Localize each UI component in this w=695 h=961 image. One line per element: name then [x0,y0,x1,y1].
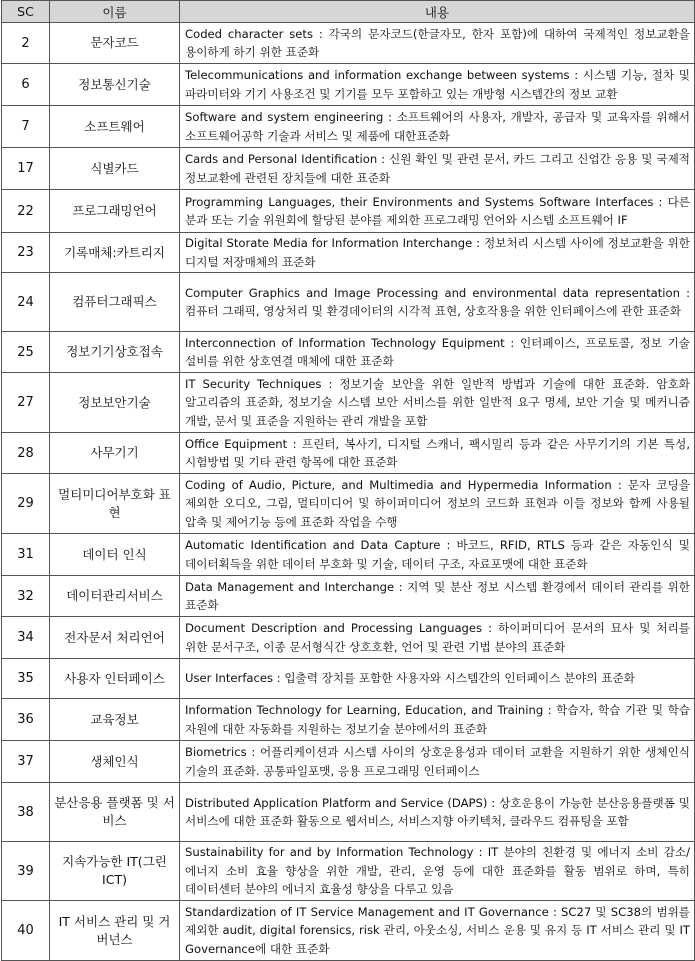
sc-name: 멀티미디어부호화 표현 [50,474,180,534]
sc-name: 생체인식 [50,741,180,783]
sc-description: Automatic Identification and Data Capture : 바코드, RFID, RTLS 등과 같은 자동인식 및 데이터획득을 위한 데이터 부호화 및 기술, 데이터 구조, 자료포맷에 대한 표준화 [180,534,695,576]
sc-name: 사용자 인터페이스 [50,659,180,699]
sc-description: Digital Storate Media for Information Interchange : 정보처리 시스템 사이에 정보교환을 위한 디지털 저장매체의 표준화 [180,233,695,273]
table-row [2,699,695,741]
table-row [2,23,695,64]
sc-table [1,0,695,961]
table-row [2,617,695,659]
sc-name: 컴퓨터그래픽스 [50,273,180,332]
sc-name: 정보기기상호접속 [50,332,180,373]
sc-description: Cards and Personal Identification : 신원 확인 및 관련 문서, 카드 그리고 신업간 응용 및 국제적 정보교환에 관련된 장치들에 대한 표준화 [180,148,695,190]
table-header-row [2,1,695,23]
sc-number: 38 [2,783,50,842]
sc-number: 2 [2,23,50,64]
sc-number: 32 [2,576,50,617]
sc-name: 분산응용 플랫폼 및 서비스 [50,783,180,842]
header-name: 이름 [50,1,180,23]
table-row [2,474,695,534]
sc-number: 31 [2,534,50,576]
sc-number: 35 [2,659,50,699]
sc-description: Office Equipment : 프린터, 복사기, 디지털 스캐너, 팩시밀리 등과 같은 사무기기의 기본 특성, 시험방법 및 기타 관련 항목에 대한 표준화 [180,433,695,474]
sc-description: Standardization of IT Service Management and IT Governance : SC27 및 SC38의 범위를 제외한 audit, digital forensics, risk 관리, 아웃소싱, 서비스 운용 및 유지 등 IT 서비스 관리 및 IT Governance에 대한 표준화 [180,901,695,961]
sc-description: Sustainability for and by Information Technology : IT 분야의 친환경 및 에너지 소비 감소/에너지 소비 효율 향상을 위한 개발, 관리, 운영 등에 대한 표준화를 활동 범위로 하며, 특히 데이터센터 분야의 에너지 효율성 향상을 다루고 있음 [180,842,695,901]
sc-name: 전자문서 처리언어 [50,617,180,659]
table-row [2,433,695,474]
sc-number: 6 [2,64,50,106]
sc-name: 데이터관리서비스 [50,576,180,617]
sc-name: 소프트웨어 [50,106,180,148]
sc-name: 데이터 인식 [50,534,180,576]
sc-name: 정보통신기술 [50,64,180,106]
sc-name: IT 서비스 관리 및 거버넌스 [50,901,180,961]
sc-name: 식별카드 [50,148,180,190]
sc-number: 7 [2,106,50,148]
sc-number: 34 [2,617,50,659]
sc-description: Coded character sets : 각국의 문자코드(한글자모, 한자 포함)에 대하여 국제적인 정보교환을 용이하게 하기 위한 표준화 [180,23,695,64]
sc-number: 27 [2,373,50,433]
header-desc: 내용 [180,1,695,23]
table-row [2,64,695,106]
sc-number: 36 [2,699,50,741]
table-row [2,233,695,273]
sc-description: Interconnection of Information Technology Equipment : 인터페이스, 프로토콜, 정보 기술 설비를 위한 상호연결 매체에 대한 표준화 [180,332,695,373]
sc-description: Software and system engineering : 소프트웨어의 사용자, 개발자, 공급자 및 교육자를 위해서 소프트웨어공학 기술과 서비스 및 제품에 대한표준화 [180,106,695,148]
table-row [2,373,695,433]
header-sc: SC [2,1,50,23]
table-row [2,901,695,961]
sc-number: 23 [2,233,50,273]
sc-name: 교육정보 [50,699,180,741]
sc-description: Telecommunications and information exchange between systems : 시스템 기능, 절차 및 파라미터와 기기 사용조건 및 기기를 모두 포함하고 있는 개방형 시스템간의 정보 교환 [180,64,695,106]
sc-number: 22 [2,190,50,233]
sc-number: 29 [2,474,50,534]
sc-description: Distributed Application Platform and Service (DAPS) : 상호운용이 가능한 분산응용플랫폼 및 서비스에 대한 표준화 활동으로 웹서비스, 서비스지향 아키텍처, 클라우드 컴퓨팅을 포함 [180,783,695,842]
sc-description: Computer Graphics and Image Processing and environmental data representation : 컴퓨터 그래픽, 영상처리 및 환경데이터의 시각적 표현, 상호작용을 위한 인터페이스에 관한 표준화 [180,273,695,332]
sc-description: IT Security Techniques : 정보기술 보안을 위한 일반적 방법과 기술에 대한 표준화. 암호화 알고리즘의 표준화, 정보기술 시스템 보안 서비스를 위한 일반적 요구 명세, 보안 기술 및 메커니즘 개발, 문서 및 표준을 지원하는 관리 개발을 포함 [180,373,695,433]
table-row [2,190,695,233]
sc-number: 24 [2,273,50,332]
sc-description: Document Description and Processing Languages : 하이퍼미디어 문서의 묘사 및 처리를 위한 문서구조, 이종 문서형식간 상호호환, 언어 및 관련 기법 분야의 표준화 [180,617,695,659]
table-row [2,842,695,901]
sc-number: 39 [2,842,50,901]
sc-description: Biometrics : 어플리케이션과 시스템 사이의 상호운용성과 데이터 교환을 지원하기 위한 생체인식 기술의 표준화. 공통파일포맷, 응용 프로그래밍 인터페이스 [180,741,695,783]
table-row [2,576,695,617]
table-row [2,534,695,576]
table-row [2,659,695,699]
sc-name: 프로그래밍언어 [50,190,180,233]
sc-name: 기록매체:카트리지 [50,233,180,273]
sc-name: 문자코드 [50,23,180,64]
sc-number: 37 [2,741,50,783]
table-row [2,148,695,190]
sc-number: 17 [2,148,50,190]
sc-description: Information Technology for Learning, Education, and Training : 학습자, 학습 기관 및 학습 자원에 대한 자동화를 지원하는 정보기술 분야에서의 표준화 [180,699,695,741]
sc-name: 지속가능한 IT(그린 ICT) [50,842,180,901]
sc-description: Programming Languages, their Environments and Systems Software Interfaces : 다른 분과 또는 기술 위원회에 할당된 분야를 제외한 프로그래밍 언어와 시스템 소프트웨어 IF [180,190,695,233]
sc-number: 28 [2,433,50,474]
table-row [2,741,695,783]
table-row [2,273,695,332]
table-row [2,783,695,842]
sc-description: Data Management and Interchange : 지역 및 분산 정보 시스템 환경에서 데이터 관리를 위한 표준화 [180,576,695,617]
sc-number: 25 [2,332,50,373]
table-row [2,106,695,148]
sc-name: 사무기기 [50,433,180,474]
sc-name: 정보보안기술 [50,373,180,433]
table-row [2,332,695,373]
sc-description: Coding of Audio, Picture, and Multimedia and Hypermedia Information : 문자 코딩을 제외한 오디오, 그림, 멀티미디어 및 하이퍼미디어 정보의 코드화 표현과 이들 정보와 함께 사용될 압축 및 제어기능 등에 표준화 작업을 수행 [180,474,695,534]
sc-description: User Interfaces : 입출력 장치를 포함한 사용자와 시스템간의 인터페이스 분야의 표준화 [180,659,695,699]
sc-number: 40 [2,901,50,961]
